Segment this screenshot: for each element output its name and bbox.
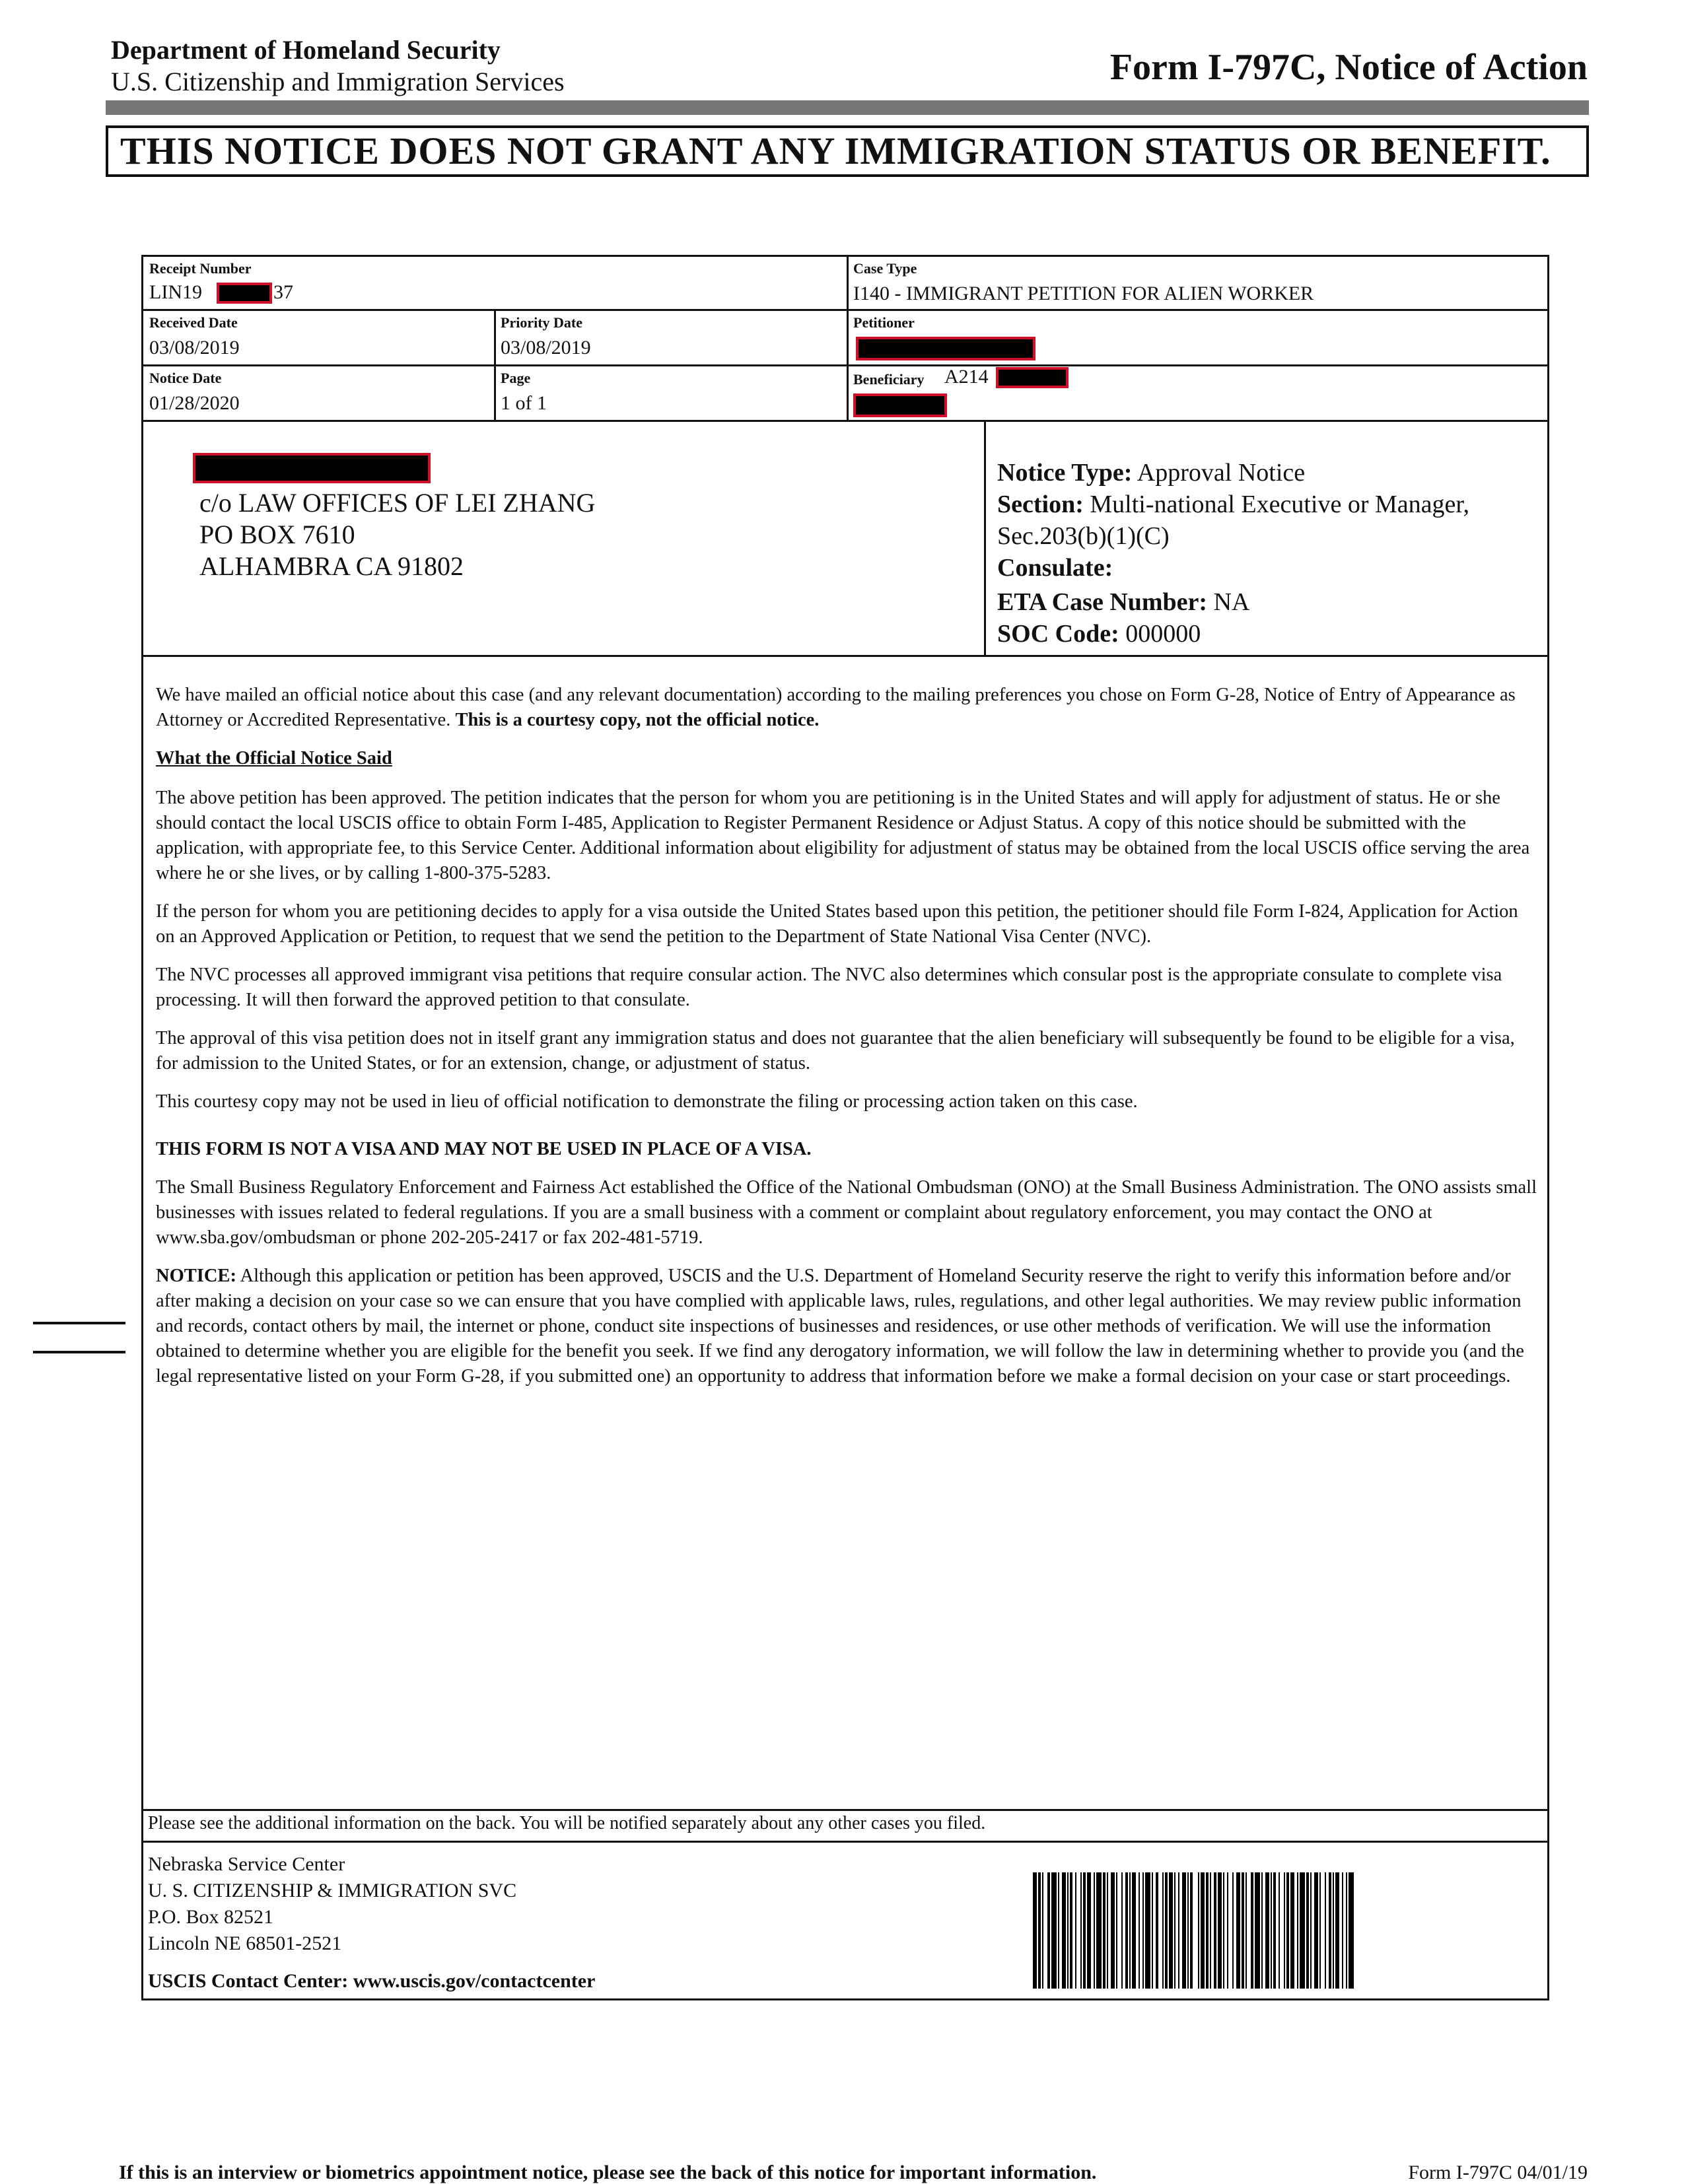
table-divider [141,420,1549,422]
eta-label: ETA Case Number: [997,588,1208,616]
margin-mark [33,1322,125,1324]
table-divider [141,309,1549,311]
paragraph-6: The Small Business Regulatory Enforcement and Fairness Act established the Office of the National Ombudsman (ONO) at the Small Business Administration. The ONO assists small businesses with issues related to federal regulations. If you are a small business with a comment or complaint about regulatory enforcement, you may contact the ONO at www.sba.gov/ombudsman or phone 202-205-2417 or fax 202-481-5719. [156,1177,1537,1248]
barcode-bar [1051,1872,1057,1989]
section-value-continued: Sec.203(b)(1)(C) [997,522,1170,550]
table-divider [141,364,1549,366]
eta-case-number [997,586,1249,618]
agency-name: Department of Homeland Security [111,35,501,65]
service-center-line-4: Lincoln NE 68501-2521 [148,1932,342,1954]
received-date-value: 03/08/2019 [149,337,240,358]
table-divider [141,655,1549,657]
barcode [1033,1872,1356,1989]
priority-date-label: Priority Date [501,314,582,331]
soc-label: SOC Code: [997,620,1119,648]
soc-value: 000000 [1125,620,1201,648]
barcode-bar [1193,1872,1198,1989]
table-divider [141,1841,1549,1843]
case-type-label: Case Type [853,260,917,277]
status-banner: THIS NOTICE DOES NOT GRANT ANY IMMIGRATION STATUS OR BENEFIT. [106,125,1589,177]
redaction-beneficiary-name [853,393,947,417]
redaction-receipt [217,283,272,304]
service-center-line-2: U. S. CITIZENSHIP & IMMIGRATION SVC [148,1880,517,1901]
barcode-bar [1300,1872,1305,1989]
notice-body [156,683,1540,1402]
redaction-beneficiary-number [996,367,1069,388]
intro-bold-text: This is a courtesy copy, not the official notice. [455,710,820,730]
address-line-1: c/o LAW OFFICES OF LEI ZHANG [199,488,596,518]
address-line-3: ALHAMBRA CA 91802 [199,551,464,581]
notice-date-label: Notice Date [149,370,222,386]
page-label: Page [501,370,531,386]
notice-paragraph [156,1264,1540,1389]
beneficiary-label: Beneficiary [853,371,925,388]
receipt-number-prefix: LIN19 [149,281,202,303]
receipt-number-suffix: 37 [273,281,293,303]
consulate [997,552,1113,584]
table-divider [494,309,496,420]
barcode-bar [1145,1872,1150,1989]
consulate-label: Consulate: [997,554,1113,582]
notice-label: NOTICE: [156,1266,236,1286]
notice-type-label: Notice Type: [997,459,1133,487]
paragraph-5: This courtesy copy may not be used in lieu of official notification to demonstrate the filing or processing action taken on this case. [156,1091,1138,1112]
intro-text: We have mailed an official notice about this case (and any relevant documentation) according to the mailing preferences you chose on Form G-28, Notice of Entry of Appearance as Attorney or Accredited Representative. [156,685,1516,730]
form-edition: Form I-797C 04/01/19 [1408,2162,1588,2183]
page-value: 1 of 1 [501,392,547,414]
paragraph-4: The approval of this visa petition does not in itself grant any immigration status and does not guarantee that the alien beneficiary will subsequently be found to be eligible for a visa, for admission to the United States, or for an extension, change, or adjustment of status. [156,1028,1515,1074]
eta-value: NA [1213,588,1250,616]
official-notice-subheading: What the Official Notice Said [156,748,392,768]
service-center-name: Nebraska Service Center [148,1853,345,1875]
not-a-visa-heading: THIS FORM IS NOT A VISA AND MAY NOT BE USED IN PLACE OF A VISA. [156,1139,812,1159]
redaction-petitioner [856,337,1035,360]
paragraph-2: If the person for whom you are petitioning decides to apply for a visa outside the United States based upon this petition, the petitioner should file Form I-824, Application for Action on an Approved Application or Petition, to request that we send the petition to the Department of State National Visa Center (NVC). [156,901,1518,947]
form-title: Form I-797C, Notice of Action [1109,47,1588,88]
table-divider [847,255,849,420]
beneficiary-value: A214 [944,366,989,388]
section-value: Multi-national Executive or Manager, [1090,491,1469,518]
receipt-number-label: Receipt Number [149,260,252,277]
address-line-2: PO BOX 7610 [199,520,355,549]
subagency-name: U.S. Citizenship and Immigration Services [111,67,565,96]
notice-section [997,489,1469,520]
additional-info-note: Please see the additional information on the back. You will be notified separately about any other cases you filed. [148,1813,986,1833]
contact-center: USCIS Contact Center: www.uscis.gov/contactcenter [148,1970,596,1992]
service-center-line-3: P.O. Box 82521 [148,1906,274,1928]
table-divider [984,420,986,655]
section-label: Section: [997,491,1084,518]
paragraph-3: The NVC processes all approved immigrant visa petitions that require consular action. The NVC also determines which consular post is the appropriate consulate to complete visa processing. It will then forward the approved petition to that consulate. [156,965,1502,1010]
petitioner-label: Petitioner [853,314,915,331]
table-divider [141,1809,1549,1811]
redaction-recipient-name [193,453,431,483]
case-type-value: I140 - IMMIGRANT PETITION FOR ALIEN WORKER [853,283,1314,304]
notice-date-value: 01/28/2020 [149,392,240,414]
barcode-bar [1096,1872,1102,1989]
paragraph-1: The above petition has been approved. The petition indicates that the person for whom you are petitioning is in the United States and will apply for adjustment of status. He or she should contact the local USCIS office to obtain Form I-485, Application to Register Permanent Residence or Adjust Status. A copy of this notice should be submitted with the application, with appropriate fee, to this Service Center. Additional information about eligibility for adjustment of status may be obtained from the local USCIS office serving the area where he or she lives, or by calling 1-800-375-5283. [156,788,1530,883]
intro-paragraph [156,683,1540,733]
notice-text: Although this application or petition has been approved, USCIS and the U.S. Department of Homeland Security reserve the right to verify this information before and/or after making a decision on your case so we can ensure that you have complied with applicable laws, rules, regulations, and other legal authorities. We may review public information and records, contact others by mail, the internet or phone, conduct site inspections of businesses and residences, or use other methods of verification. We will use the information obtained to determine whether you are eligible for the benefit you seek. If we find any derogatory information, we will follow the law in determining whether to provide you (and the legal representative listed on your Form G-28, if you submitted one) an opportunity to address that information before we make a formal decision on your case or start proceedings. [156,1266,1524,1386]
received-date-label: Received Date [149,314,238,331]
barcode-bar [1349,1872,1354,1989]
header-divider [106,100,1589,115]
notice-type [997,457,1305,489]
appointment-note: If this is an interview or biometrics appointment notice, please see the back of this notice for important information. [119,2162,1097,2183]
margin-mark [33,1351,125,1353]
soc-code [997,618,1201,650]
priority-date-value: 03/08/2019 [501,337,591,358]
notice-type-value: Approval Notice [1137,459,1306,487]
barcode-bar [1255,1872,1260,1989]
